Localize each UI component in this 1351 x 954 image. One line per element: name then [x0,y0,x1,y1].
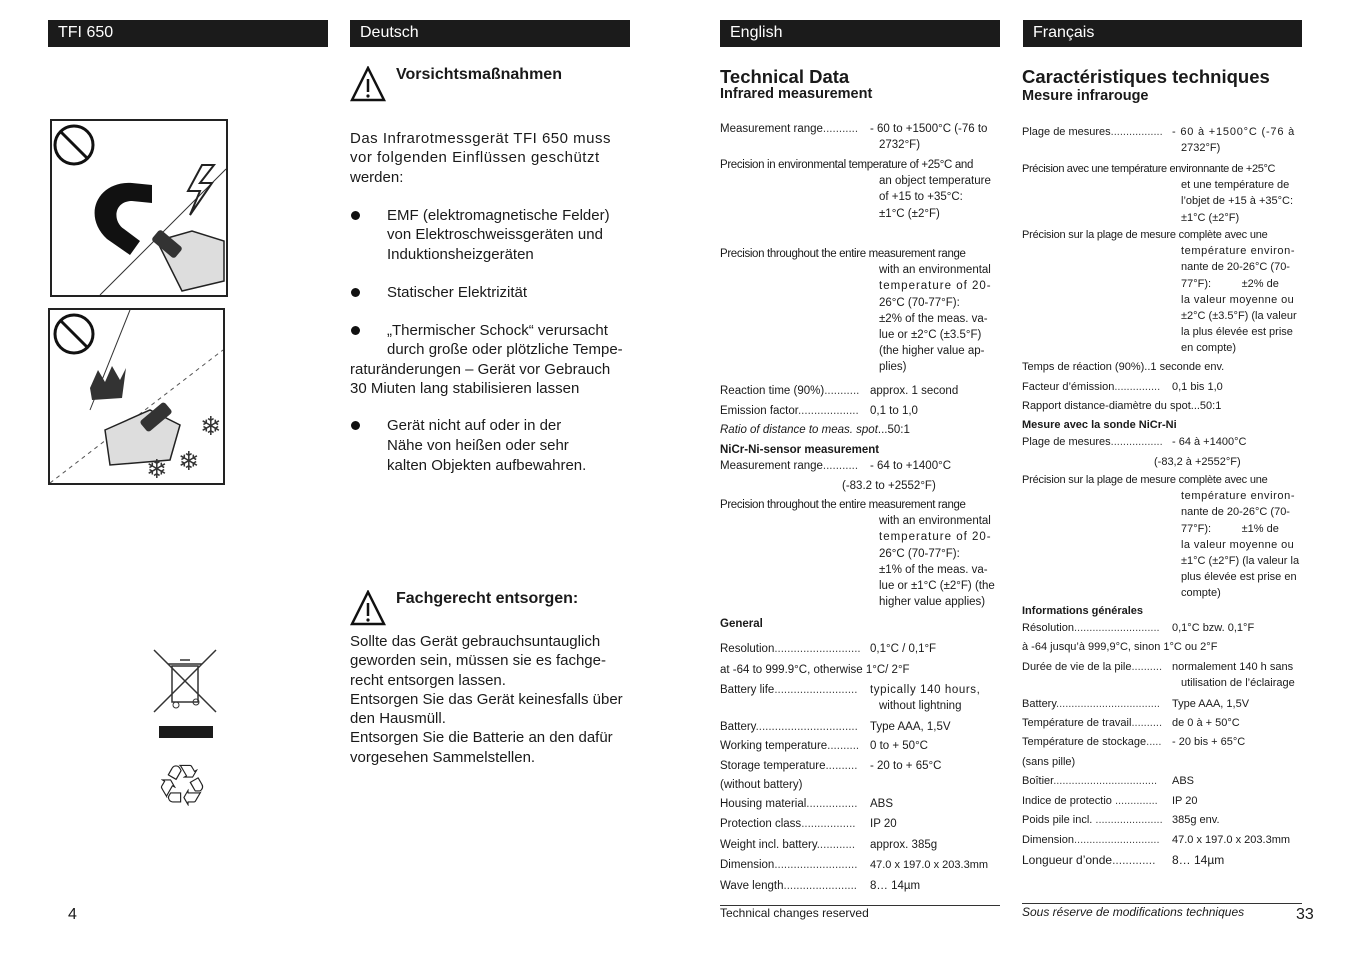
bin-underline-bar [159,726,213,738]
spec-weight: Weight incl. battery............ [720,839,856,851]
spec-value: 47.0 x 197.0 x 203.3mm [870,859,989,871]
spec-battery-life: Durée de vie de la pile.......... [1022,661,1163,673]
spec-value: 385g env. [1172,814,1220,826]
spec-value: IP 20 [1172,795,1198,807]
spec-working-temp: Température de travail.......... [1022,717,1163,729]
spec-value: - 64 to +1400°C [870,460,951,472]
spec-ratio: Rapport distance-diamètre du spot...50:1 [1022,400,1222,412]
spec-wave: Longueur d’onde............. [1022,853,1156,867]
header-model: TFI 650 [48,20,328,47]
spec-value: ABS [870,798,894,810]
header-english: English [720,20,1000,47]
infrared-subtitle: Infrared measurement [720,86,873,102]
spec-value: - 20 to + 65°C [870,760,942,772]
caracteristiques-title: Caractéristiques techniques [1022,66,1270,87]
warning-triangle-icon [350,590,386,626]
spec-resolution: Résolution............................ [1022,622,1160,634]
spec-nicr-range: Measurement range........... [720,460,859,472]
spec-dimension: Dimension............................ [1022,834,1160,846]
crossed-bin-icon [152,648,218,714]
spec-value: 0,1°C bzw. 0,1°F [1172,622,1255,634]
technical-data-title: Technical Data [720,66,850,87]
spec-value: ABS [1172,775,1195,787]
nicr-subtitle: Mesure avec la sonde NiCr-Ni [1022,419,1177,431]
spec-note: à -64 jusqu’à 999,9°C, sinon 1°C ou 2°F [1022,641,1218,653]
bullet-static: Statischer Elektrizität [387,284,528,301]
spec-protection: Indice de protectio .............. [1022,795,1158,807]
spec-value: approx. 385g [870,839,938,851]
french-footer: Sous réserve de modifications techniques [1022,905,1245,919]
spec-reaction: Temps de réaction (90%)..1 seconde env. [1022,361,1225,373]
header-deutsch: Deutsch [350,20,630,47]
warning-triangle-icon [350,66,386,102]
spec-value: 47.0 x 197.0 x 203.3mm [1172,834,1291,846]
spec-storage-temp: Storage temperature.......... [720,760,858,772]
bullet-dot [351,288,360,297]
spec-nicr-range: Plage de mesures................. [1022,436,1163,448]
spec-value: de 0 à + 50°C [1172,717,1240,729]
spec-emission: Emission factor................... [720,405,859,417]
english-footer: Technical changes reserved [720,906,869,920]
spec-value: 8… 14µm [870,880,921,892]
spec-row: Plage de mesures................. [1022,126,1163,138]
spec-value: - 64 à +1400°C [1172,436,1247,448]
disposal-text: Sollte das Gerät gebrauchsuntauglich geworden sein, müssen sie es fachge- recht entsorgen lassen. Entsorgen Sie das Gerät keinesfalls über den Hausmüll. Entsorgen Sie die Batterie an den dafür vorgesehen Sammelstellen. [350,633,623,766]
spec-note: (sans pille) [1022,756,1076,768]
page-number-left: 4 [68,906,77,923]
spec-ratio: Ratio of distance to meas. spot...50:1 [720,424,910,436]
svg-text:❄: ❄ [146,455,168,483]
spec-storage-temp: Température de stockage..... [1022,736,1162,748]
bullet-thermal-shock: „Thermischer Schock“ verursacht durch große oder plötzliche Tempe- raturänderungen – Gerät vor Gebrauch 30 Miuten lang stabilisieren lassen [350,322,623,397]
spec-weight: Poids pile incl. ...................... [1022,814,1163,826]
bullet-dot [351,211,360,220]
spec-value: - 60 to +1500°C (-76 to 2732°F) [870,123,988,152]
header-francais: Français [1023,20,1302,47]
spec-protection: Protection class................. [720,818,856,830]
spec-wave: Wave length....................... [720,880,857,892]
spec-row: Measurement range........... [720,123,859,135]
bullet-storage: Gerät nicht auf oder in der Nähe von heißen oder sehr kalten Objekten aufbewahren. [387,417,587,474]
footer-rule [1022,903,1302,904]
spec-housing: Boîtier.................................. [1022,775,1158,787]
german-intro: Das Infrarotmessgerät TFI 650 muss vor folgenden Einflüssen geschützt werden: [350,130,611,186]
spec-dimension: Dimension.......................... [720,859,858,871]
no-thermal-shock-illustration [48,308,225,485]
spec-nicr-precision: Précision sur la plage de mesure complète avec une température environ- nante de 20-26°C (70- 77°F): ±1% de la valeur moyenne ou ±1°C (±2°F) (la valeur la plus élevée est prise en compte) [1022,474,1300,600]
spec-working-temp: Working temperature.......... [720,740,860,752]
spec-value: Type AAA, 1,5V [870,721,951,733]
page-number-right: 33 [1296,906,1314,923]
spec-reaction: Reaction time (90%)........... [720,385,860,397]
spec-value: IP 20 [870,818,897,830]
spec-resolution: Resolution........................... [720,643,861,655]
spec-value: 0,1 to 1,0 [870,405,918,417]
spec-battery: Battery.................................. [1022,698,1160,710]
spec-precision-env: Precision in environmental temperature of +25°C and an object temperature of +15 to +35°C: ±1°C (±2°F) [720,159,991,220]
spec-precision-entire: Précision sur la plage de mesure complète avec une température environ- nante de 20-26°C (70- 77°F): ±2% de la valeur moyenne ou ±2°C (±3.5°F) (la valeur la plus élevée est prise en compte) [1022,229,1297,355]
svg-text:❄: ❄ [200,412,222,442]
spec-battery: Battery................................ [720,721,858,733]
svg-text:❄: ❄ [178,447,200,477]
no-magnetic-field-illustration [50,119,228,297]
spec-precision-entire: Precision throughout the entire measurement range with an environmental temperature of 20- 26°C (70-77°F): ±2% of the meas. va- lue or ±2°C (±3.5°F) (the higher value ap- plies) [720,248,992,374]
spec-value: 0,1°C / 0,1°F [870,643,937,655]
spec-emission: Facteur d’émission............... [1022,381,1161,393]
spec-value: - 60 à +1500°C (-76 à 2732°F) [1172,126,1296,155]
spec-value: normalement 140 h sans utilisation de l’éclairage [1172,661,1295,690]
spec-value: (-83.2 to +2552°F) [842,480,936,492]
nicr-subtitle: NiCr-Ni-sensor measurement [720,444,880,456]
general-subtitle: Informations générales [1022,605,1144,617]
spec-value: typically 140 hours, without lightning [870,684,981,713]
spec-value: 0,1 bis 1,0 [1172,381,1223,393]
spec-precision-env: Précision avec une température environnante de +25°C et une température de l’objet de +15 à +35°C: ±1°C (±2°F) [1022,163,1294,224]
spec-note: (without battery) [720,779,803,791]
spec-note: at -64 to 999.9°C, otherwise 1°C/ 2°F [720,664,910,676]
bullet-emf: EMF (elektromagnetische Felder) von Elektroschweissgeräten und Induktionsheizgeräten [387,207,610,263]
spec-value: Type AAA, 1,5V [1172,698,1250,710]
spec-value: 0 to + 50°C [870,740,928,752]
general-subtitle: General [720,618,763,630]
bullet-dot [351,421,360,430]
precautions-title: Vorsichtsmaßnahmen [396,66,562,83]
spec-value: approx. 1 second [870,385,959,397]
spec-value: - 20 bis + 65°C [1172,736,1246,748]
mesure-infrarouge-subtitle: Mesure infrarouge [1022,88,1149,104]
spec-value: (-83,2 à +2552°F) [1154,456,1241,468]
spec-value: 8… 14µm [1172,853,1225,867]
recycle-icon: ♲ [156,752,208,820]
disposal-title: Fachgerecht entsorgen: [396,590,579,607]
spec-housing: Housing material................ [720,798,858,810]
spec-battery-life: Battery life.......................... [720,684,858,696]
spec-nicr-precision: Precision throughout the entire measurement range with an environmental temperature of 20- 26°C (70-77°F): ±1% of the meas. va- lue or ±1°C (±2°F) (the higher value applies) [720,499,995,609]
